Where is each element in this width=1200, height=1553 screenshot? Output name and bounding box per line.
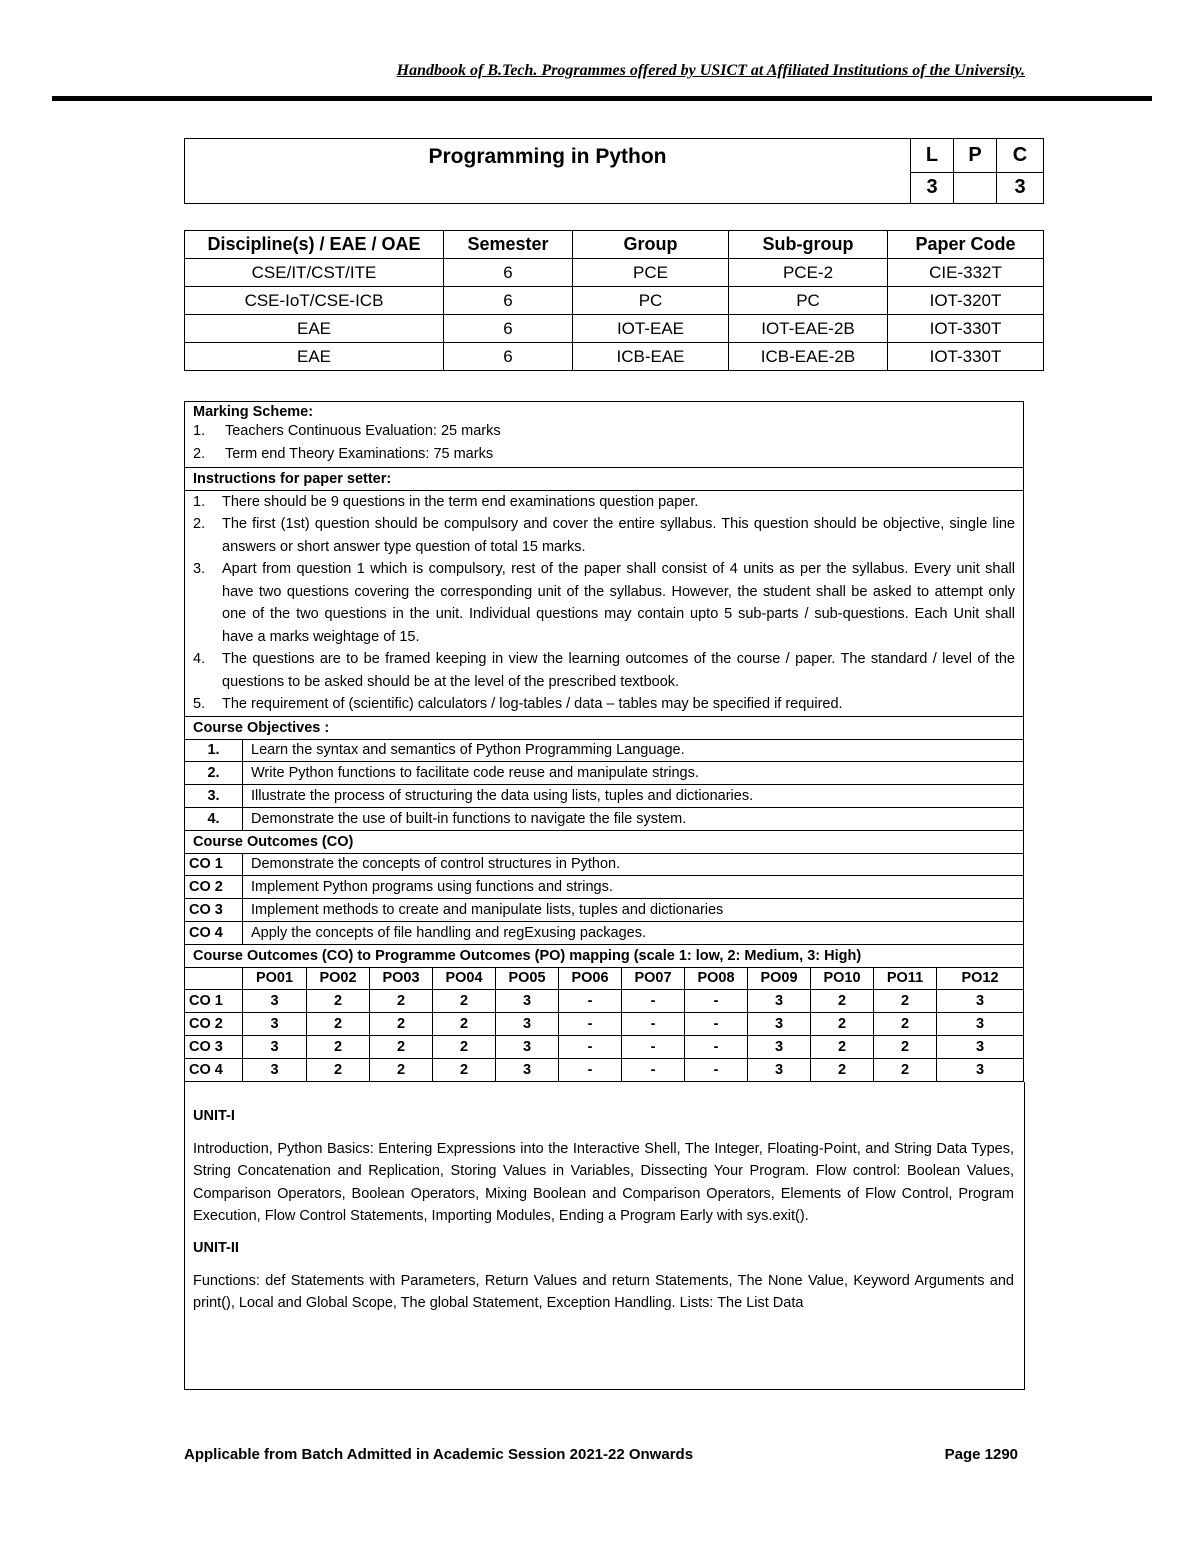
table-cell: PC <box>573 287 729 315</box>
table-cell: ICB-EAE-2B <box>729 343 888 371</box>
item-number: 5. <box>193 696 206 713</box>
table-cell: IOT-330T <box>888 343 1044 371</box>
table-row <box>185 762 1024 785</box>
table-cell: 2 <box>874 990 937 1013</box>
table-cell: 3 <box>937 990 1024 1013</box>
table-row <box>185 287 1044 315</box>
syllabus-box <box>184 401 1024 1082</box>
table-row <box>185 739 1024 762</box>
list-item <box>193 558 1015 648</box>
column-header: Sub-group <box>729 231 888 259</box>
table-cell: - <box>622 990 685 1013</box>
table-cell: 2 <box>811 1035 874 1058</box>
objective-text: Learn the syntax and semantics of Python Programming Language. <box>243 739 1024 762</box>
table-cell: IOT-330T <box>888 315 1044 343</box>
table-row <box>185 259 1044 287</box>
table-cell: - <box>559 1013 622 1036</box>
table-cell: 3 <box>748 1035 811 1058</box>
unit-title: UNIT-II <box>193 1239 239 1256</box>
table-cell: 3 <box>243 1058 307 1081</box>
table-cell: CO 1 <box>185 990 243 1013</box>
footer-applicability: Applicable from Batch Admitted in Academic Session 2021-22 Onwards <box>184 1446 694 1463</box>
column-header: PO12 <box>937 967 1024 990</box>
objective-number: 3. <box>185 785 243 808</box>
page-footer <box>184 1446 1018 1463</box>
outcome-text: Apply the concepts of file handling and regExusing packages. <box>243 921 1024 944</box>
table-cell: 2 <box>811 1058 874 1081</box>
table-cell: 2 <box>307 1058 370 1081</box>
column-header <box>185 967 243 990</box>
table-cell: 3 <box>748 1058 811 1081</box>
table-cell: EAE <box>185 315 444 343</box>
table-cell: IOT-320T <box>888 287 1044 315</box>
table-row <box>185 807 1024 830</box>
objective-number: 2. <box>185 762 243 785</box>
table-cell: 3 <box>243 1035 307 1058</box>
objective-text: Illustrate the process of structuring the data using lists, tuples and dictionaries. <box>243 785 1024 808</box>
table-cell: 2 <box>874 1035 937 1058</box>
outcome-code: CO 2 <box>185 876 243 899</box>
page-header: Handbook of B.Tech. Programmes offered by USICT at Affiliated Institutions of the University. <box>396 62 1025 79</box>
table-cell: CO 4 <box>185 1058 243 1081</box>
table-cell: IOT-EAE-2B <box>729 315 888 343</box>
table-cell: 3 <box>937 1013 1024 1036</box>
table-row <box>185 921 1024 944</box>
mapping-heading: Course Outcomes (CO) to Programme Outcomes (PO) mapping (scale 1: low, 2: Medium, 3: High) <box>185 944 1024 967</box>
instructions-list <box>193 491 1015 716</box>
table-cell: EAE <box>185 343 444 371</box>
column-header: PO10 <box>811 967 874 990</box>
table-row <box>185 899 1024 922</box>
objective-text: Demonstrate the use of built-in functions to navigate the file system. <box>243 807 1024 830</box>
column-header: PO11 <box>874 967 937 990</box>
table-cell: 2 <box>370 1058 433 1081</box>
table-cell: 3 <box>243 990 307 1013</box>
course-title-table <box>184 138 1044 204</box>
course-title: Programming in Python <box>185 139 911 204</box>
table-cell: - <box>559 1035 622 1058</box>
table-cell: 2 <box>433 990 496 1013</box>
table-row <box>185 785 1024 808</box>
discipline-table <box>184 230 1044 371</box>
table-cell: 3 <box>748 1013 811 1036</box>
item-number: 2. <box>193 516 206 533</box>
column-header: PO06 <box>559 967 622 990</box>
column-header: PO08 <box>685 967 748 990</box>
table-cell: PC <box>729 287 888 315</box>
column-header: PO03 <box>370 967 433 990</box>
table-cell: CO 2 <box>185 1013 243 1036</box>
table-cell: 6 <box>444 343 573 371</box>
table-cell: CSE/IT/CST/ITE <box>185 259 444 287</box>
objectives-heading: Course Objectives : <box>185 716 1024 739</box>
table-row <box>185 1035 1024 1058</box>
table-cell: 3 <box>496 990 559 1013</box>
list-item <box>193 513 1015 558</box>
table-cell: IOT-EAE <box>573 315 729 343</box>
outcome-code: CO 1 <box>185 853 243 876</box>
table-cell: 2 <box>370 1035 433 1058</box>
marking-item: 1. Teachers Continuous Evaluation: 25 marks <box>193 423 501 439</box>
units-section <box>184 1082 1025 1390</box>
item-text: Apart from question 1 which is compulsory, rest of the paper shall consist of 4 units as per the syllabus. Every unit shall have two questions covering the corresponding unit of the syllabus. However, the student shall be asked to attempt only one of the two questions in the unit. Individual questions may contain upto 5 sub-parts / sub-questions. Each Unit shall have a marks weightage of 15. <box>222 561 1015 645</box>
outcomes-heading: Course Outcomes (CO) <box>185 830 1024 853</box>
table-row <box>185 1058 1024 1081</box>
outcome-text: Implement methods to create and manipulate lists, tuples and dictionaries <box>243 899 1024 922</box>
table-cell: 2 <box>307 1013 370 1036</box>
table-cell: PCE <box>573 259 729 287</box>
column-header: PO02 <box>307 967 370 990</box>
mapping-header-row <box>185 967 1024 990</box>
item-number: 1. <box>193 493 206 510</box>
column-header: PO09 <box>748 967 811 990</box>
table-cell: 3 <box>496 1013 559 1036</box>
list-item <box>193 491 1015 514</box>
objective-number: 4. <box>185 807 243 830</box>
table-cell: 6 <box>444 315 573 343</box>
table-cell: 2 <box>433 1035 496 1058</box>
discipline-header-row <box>185 231 1044 259</box>
table-row <box>185 1013 1024 1036</box>
column-header: Paper Code <box>888 231 1044 259</box>
header-rule <box>52 96 1152 101</box>
table-cell: 2 <box>811 990 874 1013</box>
objective-number: 1. <box>185 739 243 762</box>
table-cell: 2 <box>370 1013 433 1036</box>
column-header: PO07 <box>622 967 685 990</box>
table-cell: 3 <box>748 990 811 1013</box>
table-cell: - <box>685 1058 748 1081</box>
list-item <box>193 693 1015 716</box>
outcome-code: CO 4 <box>185 921 243 944</box>
outcome-text: Implement Python programs using functions and strings. <box>243 876 1024 899</box>
item-number: 4. <box>193 651 206 668</box>
table-cell: CSE-IoT/CSE-ICB <box>185 287 444 315</box>
item-text: The questions are to be framed keeping in view the learning outcomes of the course / paper. The standard / level of the questions to be asked should be at the level of the prescribed textbook. <box>222 651 1015 690</box>
item-number: 3. <box>193 561 206 578</box>
table-cell: ICB-EAE <box>573 343 729 371</box>
lpc-P-label: P <box>954 139 997 173</box>
list-item <box>193 648 1015 693</box>
table-cell: - <box>622 1058 685 1081</box>
column-header: PO05 <box>496 967 559 990</box>
table-cell: 6 <box>444 259 573 287</box>
table-row <box>185 876 1024 899</box>
table-cell: - <box>559 1058 622 1081</box>
unit-title: UNIT-I <box>193 1108 235 1124</box>
table-cell: 2 <box>307 1035 370 1058</box>
table-row <box>185 343 1044 371</box>
page-number: Page 1290 <box>944 1446 1018 1463</box>
lpc-P-value <box>954 172 997 203</box>
lpc-C-value: 3 <box>997 172 1044 203</box>
table-row <box>185 315 1044 343</box>
table-row <box>185 853 1024 876</box>
item-text: There should be 9 questions in the term end examinations question paper. <box>222 493 699 510</box>
outcome-text: Demonstrate the concepts of control structures in Python. <box>243 853 1024 876</box>
instructions-heading: Instructions for paper setter: <box>185 468 1024 491</box>
table-cell: CO 3 <box>185 1035 243 1058</box>
table-cell: 3 <box>937 1035 1024 1058</box>
column-header: Discipline(s) / EAE / OAE <box>185 231 444 259</box>
column-header: Group <box>573 231 729 259</box>
unit-text: Functions: def Statements with Parameters, Return Values and return Statements, The None Value, Keyword Arguments and print(), Local and Global Scope, The global Statement, Exception Handling. Lists: The List Data <box>193 1272 1014 1312</box>
table-cell: - <box>622 1035 685 1058</box>
table-cell: 3 <box>937 1058 1024 1081</box>
lpc-L-value: 3 <box>911 172 954 203</box>
item-text: The requirement of (scientific) calculators / log-tables / data – tables may be specified if required. <box>222 696 843 713</box>
table-cell: - <box>685 1013 748 1036</box>
table-cell: 2 <box>874 1058 937 1081</box>
table-row <box>185 990 1024 1013</box>
lpc-C-label: C <box>997 139 1044 173</box>
table-cell: 3 <box>243 1013 307 1036</box>
table-cell: CIE-332T <box>888 259 1044 287</box>
table-cell: - <box>685 1035 748 1058</box>
table-cell: 3 <box>496 1058 559 1081</box>
table-cell: - <box>559 990 622 1013</box>
marking-item: 2. Term end Theory Examinations: 75 marks <box>193 445 494 462</box>
column-header: Semester <box>444 231 573 259</box>
table-cell: - <box>685 990 748 1013</box>
column-header: PO01 <box>243 967 307 990</box>
table-cell: 2 <box>370 990 433 1013</box>
unit-text: Introduction, Python Basics: Entering Expressions into the Interactive Shell, The Integer, Floating-Point, and String Data Types, String Concatenation and Replication, Storing Values in Variables, Dissecting Your Program. Flow control: Boolean Values, Comparison Operators, Boolean Operators, Mixing Boolean and Comparison Operators, Elements of Flow Control, Program Execution, Flow Control Statements, Importing Modules, Ending a Program Early with sys.exit(). <box>193 1141 1014 1225</box>
table-cell: 6 <box>444 287 573 315</box>
column-header: PO04 <box>433 967 496 990</box>
table-cell: 3 <box>496 1035 559 1058</box>
item-text: The first (1st) question should be compulsory and cover the entire syllabus. This question should be objective, single line answers or short answer type question of total 15 marks. <box>222 516 1015 555</box>
table-cell: PCE-2 <box>729 259 888 287</box>
table-cell: - <box>622 1013 685 1036</box>
marking-scheme-heading: Marking Scheme: <box>193 404 314 420</box>
table-cell: 2 <box>874 1013 937 1036</box>
table-cell: 2 <box>433 1013 496 1036</box>
lpc-L-label: L <box>911 139 954 173</box>
table-cell: 2 <box>811 1013 874 1036</box>
outcome-code: CO 3 <box>185 899 243 922</box>
objective-text: Write Python functions to facilitate code reuse and manipulate strings. <box>243 762 1024 785</box>
table-cell: 2 <box>433 1058 496 1081</box>
table-cell: 2 <box>307 990 370 1013</box>
